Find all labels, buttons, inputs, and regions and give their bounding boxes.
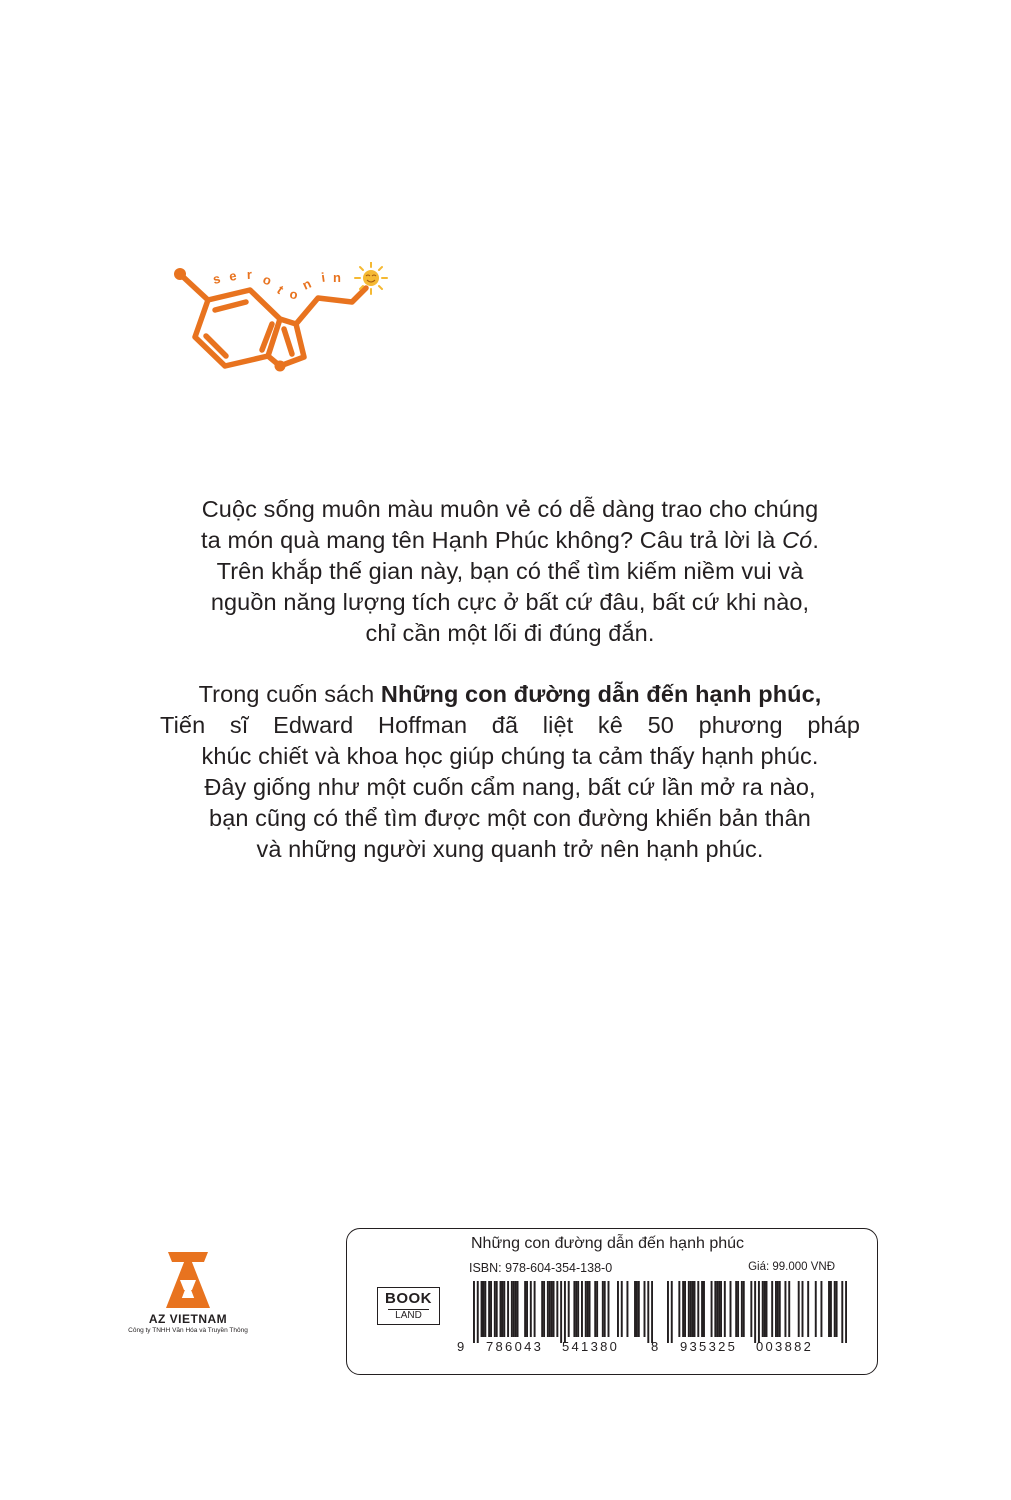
barcode-bar — [608, 1281, 610, 1337]
barcode-bar — [543, 1281, 545, 1337]
barcode-bar — [526, 1281, 528, 1337]
barcode-bar — [771, 1281, 773, 1337]
barcode-bar — [488, 1281, 490, 1337]
barcode-bar — [775, 1281, 777, 1337]
barcode-bar — [577, 1281, 579, 1337]
barcode-bar — [636, 1281, 638, 1337]
barcode-bar — [735, 1281, 737, 1337]
barcode-bar — [836, 1281, 838, 1337]
barcode-bar — [626, 1281, 628, 1337]
barcode-digit-group: 541380 — [562, 1339, 620, 1354]
barcode-bar — [484, 1281, 486, 1337]
barcode-bar — [477, 1281, 479, 1343]
barcode-digit-group: 935325 — [680, 1339, 738, 1354]
barcode-bar — [594, 1281, 596, 1337]
barcode-bar — [534, 1281, 536, 1337]
barcode-bar — [703, 1281, 705, 1337]
barcode-bar — [711, 1281, 713, 1337]
barcode-bar — [690, 1281, 692, 1337]
barcode-bar — [585, 1281, 587, 1337]
barcode-bar — [503, 1281, 505, 1337]
text-line: ta món quà mang tên Hạnh Phúc không? Câu trả lời là Có. — [201, 527, 819, 553]
product-barcode-bars — [667, 1281, 847, 1343]
barcode-bar — [530, 1281, 532, 1337]
barcode-bar — [541, 1281, 543, 1337]
barcode-bar — [777, 1281, 779, 1337]
barcode-bar — [575, 1281, 577, 1337]
barcode-bar — [667, 1281, 669, 1343]
barcode-bar — [743, 1281, 745, 1337]
barcode-bar — [758, 1281, 760, 1343]
product-barcode — [667, 1281, 847, 1343]
bookland-top: BOOK — [385, 1290, 432, 1307]
barcode-bar — [802, 1281, 804, 1337]
barcode-bar — [688, 1281, 690, 1337]
barcode-bar — [692, 1281, 694, 1337]
barcode-bar — [830, 1281, 832, 1337]
barcode-bar — [651, 1281, 653, 1343]
isbn-label: ISBN: 978-604-354-138-0 — [469, 1261, 613, 1275]
bookland-bottom: LAND — [388, 1309, 429, 1322]
barcode-bar — [596, 1281, 598, 1337]
barcode-bar — [473, 1281, 475, 1343]
barcode-bar — [820, 1281, 822, 1337]
barcode-bar — [682, 1281, 684, 1337]
serotonin-logo — [168, 262, 398, 382]
svg-text:i: i — [320, 269, 327, 285]
barcode-bar — [515, 1281, 517, 1337]
barcode-bar — [507, 1281, 509, 1337]
barcode-bar — [807, 1281, 809, 1337]
barcode-bar — [762, 1281, 764, 1337]
publisher-logo — [118, 1250, 258, 1334]
barcode-bar — [644, 1281, 646, 1337]
serotonin-molecule-icon — [168, 262, 398, 382]
barcode-bar — [547, 1281, 549, 1337]
text-line: và những người xung quanh trở nên hạnh phúc. — [256, 836, 764, 862]
barcode-bar — [511, 1281, 513, 1337]
barcode-bar — [604, 1281, 606, 1337]
barcode-bar — [496, 1281, 498, 1337]
barcode-digit-group: 9 — [457, 1339, 467, 1354]
barcode-bar — [517, 1281, 519, 1337]
barcode-bar — [602, 1281, 604, 1337]
barcode-bar — [481, 1281, 483, 1337]
barcode-bar — [678, 1281, 680, 1337]
text-line: Đây giống như một cuốn cẩm nang, bất cứ lần mở ra nào, — [204, 774, 816, 800]
svg-text:o: o — [261, 271, 274, 289]
barcode-digit-group: 8 — [651, 1339, 661, 1354]
barcode-bar — [553, 1281, 555, 1337]
text-line: khúc chiết và khoa học giúp chúng ta cảm thấy hạnh phúc. — [201, 743, 819, 769]
barcode-bar — [556, 1281, 558, 1337]
barcode-digit-group: 003882 — [756, 1339, 814, 1354]
description-paragraph-1 — [160, 494, 860, 649]
barcode-bar — [764, 1281, 766, 1337]
barcode-bar — [524, 1281, 526, 1337]
text-line: Trên khắp thế gian này, bạn có thể tìm kiếm niềm vui và — [216, 558, 804, 584]
barcode-bar — [784, 1281, 786, 1337]
svg-text:n: n — [299, 275, 314, 293]
svg-text:r: r — [246, 266, 253, 282]
isbn-barcode-bars — [473, 1281, 653, 1343]
barcode-bar — [841, 1281, 843, 1343]
barcode-bar — [750, 1281, 752, 1337]
text-line: nguồn năng lượng tích cực ở bất cứ đâu, bất cứ khi nào, — [210, 589, 810, 615]
barcode-bar — [779, 1281, 781, 1337]
barcode-bar — [589, 1281, 591, 1337]
description-paragraph-2 — [160, 679, 860, 865]
barcode-bar — [621, 1281, 623, 1337]
barcode-bar — [490, 1281, 492, 1337]
barcode-bar — [581, 1281, 583, 1337]
barcode-bar — [634, 1281, 636, 1337]
svg-text:o: o — [288, 286, 299, 303]
price-label: Giá: 99.000 VNĐ — [748, 1261, 835, 1273]
barcode-bar — [587, 1281, 589, 1337]
barcode-bar — [737, 1281, 739, 1337]
barcode-panel — [346, 1228, 878, 1375]
barcode-bar — [741, 1281, 743, 1337]
svg-text:e: e — [227, 267, 238, 284]
barcode-bar — [617, 1281, 619, 1337]
barcode-bar — [482, 1281, 484, 1337]
barcode-bar — [724, 1281, 726, 1337]
barcode-bar — [834, 1281, 836, 1337]
barcode-bar — [501, 1281, 503, 1337]
text-line: chỉ cần một lối đi đúng đắn. — [365, 620, 655, 646]
barcode-bar — [798, 1281, 800, 1337]
barcode-bar — [714, 1281, 716, 1337]
barcode-bar — [815, 1281, 817, 1337]
book-title-bold: Những con đường dẫn đến hạnh phúc, — [380, 681, 822, 707]
az-vietnam-logo-icon — [158, 1250, 218, 1310]
barcode-bar — [730, 1281, 732, 1337]
barcode-bar — [564, 1281, 566, 1343]
text-line: Trong cuốn sách Những con đường dẫn đến hạnh phúc, — [198, 681, 822, 707]
barcode-bar — [549, 1281, 551, 1337]
publisher-name: AZ VIETNAM — [148, 1312, 228, 1326]
svg-text:s: s — [211, 270, 222, 287]
barcode-bar — [845, 1281, 847, 1343]
barcode-bar — [788, 1281, 790, 1337]
text-line: Tiến sĩ Edward Hoffman đã liệt kê 50 phương pháp — [160, 712, 860, 738]
text-line: Cuộc sống muôn màu muôn vẻ có dễ dàng trao cho chúng — [201, 496, 819, 522]
emphasis-co: Có — [782, 527, 813, 553]
barcode-digit-group: 786043 — [486, 1339, 544, 1354]
svg-text:t: t — [274, 282, 287, 297]
publisher-subtitle: Công ty TNHH Văn Hóa và Truyền Thông — [128, 1327, 248, 1334]
barcode-bar — [573, 1281, 575, 1337]
barcode-bar — [718, 1281, 720, 1337]
barcode-bar — [494, 1281, 496, 1337]
barcode-bar — [500, 1281, 502, 1337]
barcode-bar — [828, 1281, 830, 1337]
barcode-bar — [513, 1281, 515, 1337]
barcode-bar — [568, 1281, 570, 1337]
isbn-barcode — [473, 1281, 653, 1343]
barcode-bar — [754, 1281, 756, 1343]
barcode-book-title: Những con đường dẫn đến hạnh phúc — [471, 1235, 745, 1252]
bookland-badge — [377, 1287, 440, 1325]
barcode-bar — [684, 1281, 686, 1337]
barcode-bar — [697, 1281, 699, 1337]
text-line: bạn cũng có thể tìm được một con đường khiến bản thân — [209, 805, 811, 831]
barcode-bar — [551, 1281, 553, 1337]
barcode-bar — [701, 1281, 703, 1337]
barcode-bar — [694, 1281, 696, 1337]
barcode-bar — [766, 1281, 768, 1337]
barcode-bar — [560, 1281, 562, 1343]
barcode-bar — [638, 1281, 640, 1337]
barcode-bar — [716, 1281, 718, 1337]
svg-text:n: n — [333, 270, 341, 285]
barcode-bar — [720, 1281, 722, 1337]
barcode-bar — [647, 1281, 649, 1343]
sun-icon — [355, 262, 387, 294]
barcode-bar — [671, 1281, 673, 1343]
